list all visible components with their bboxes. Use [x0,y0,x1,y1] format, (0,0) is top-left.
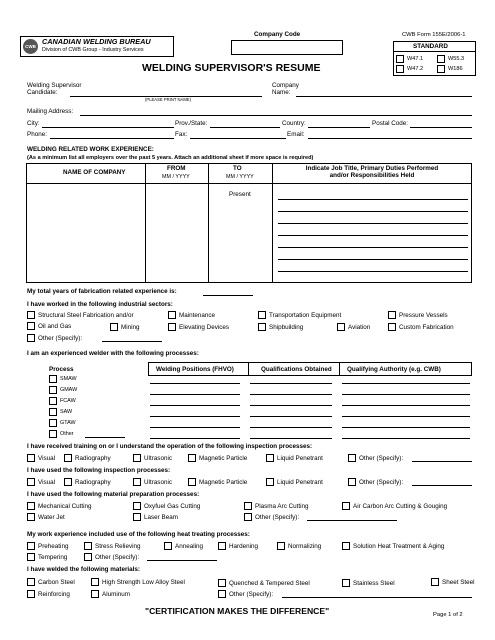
process-table [148,362,472,376]
sector-other-field[interactable] [102,341,162,342]
present-text: Present [229,191,251,198]
org-subtitle: Division of CWB Group - Industry Services [42,47,144,53]
mailing-label: Mailing Address: [27,108,74,115]
postal-label: Postal Code: [372,120,409,127]
process-fcaw[interactable]: FCAW [49,397,76,405]
sector-structural[interactable]: Structural Steel Fabrication and/or [27,311,134,319]
checkbox-icon[interactable] [258,323,266,331]
checkbox-icon[interactable] [49,397,57,405]
country-field[interactable] [308,127,370,128]
checkbox-icon[interactable] [110,323,118,331]
sector-pressure-vessels[interactable]: Pressure Vessels [388,311,448,319]
standard-w47-2[interactable]: W47.2 [396,65,423,73]
process-saw[interactable]: SAW [49,408,72,416]
train-radiography[interactable]: Radiography [64,454,111,462]
checkbox-icon[interactable] [218,542,226,550]
material-aluminum[interactable]: Aluminum [91,590,130,598]
checkbox-icon[interactable] [437,55,445,63]
checkbox-icon[interactable] [348,454,356,462]
footer-slogan: "CERTIFICATION MAKES THE DIFFERENCE" [145,606,330,616]
heat-stress[interactable]: Stress Relieving [84,542,141,550]
sector-maintenance[interactable]: Maintenance [168,311,215,319]
inspection-training-heading: I have received training on or I understand the operation of the following inspection processes: [27,443,313,450]
checkbox-icon[interactable] [342,542,350,550]
experience-subheading: (As a minimum list all employers over the past 5 years. Attach an additional sheet if more space is required) [27,155,314,161]
years-label: My total years of fabrication related experience is: [27,288,177,295]
checkbox-icon[interactable] [431,578,439,586]
material-carbon[interactable]: Carbon Steel [27,578,75,586]
fax-label: Fax: [175,131,188,138]
checkbox-icon[interactable] [133,454,141,462]
checkbox-icon[interactable] [27,590,35,598]
print-name-hint: (PLEASE PRINT NAME) [145,97,191,102]
sector-elevating[interactable]: Elevating Devices [168,323,229,331]
heat-tempering[interactable]: Tempering [27,553,67,561]
checkbox-icon[interactable] [133,513,141,521]
sector-mining[interactable]: Mining [110,323,140,331]
company-label: Company Name: [272,82,299,97]
phone-field[interactable] [50,138,174,139]
form-number: CWB Form 155E/2006-1 [402,32,466,38]
years-field[interactable] [203,295,253,296]
checkbox-icon[interactable] [342,502,350,510]
heat-annealing[interactable]: Annealing [164,542,203,550]
sector-other[interactable]: Other (Specify): [27,334,82,342]
train-other-field[interactable] [412,461,472,462]
process-other[interactable]: Other [49,430,73,438]
standard-w55-3[interactable]: W55.3 [437,55,464,63]
used-other[interactable]: Other (Specify): [348,478,403,486]
checkbox-icon[interactable] [27,454,35,462]
checkbox-icon[interactable] [91,578,99,586]
material-quenched[interactable]: Quenched & Tempered Steel [218,579,310,587]
checkbox-icon[interactable] [348,478,356,486]
used-magnetic[interactable]: Magnetic Particle [188,478,247,486]
checkbox-icon[interactable] [337,323,345,331]
checkbox-icon[interactable] [437,65,445,73]
train-penetrant[interactable]: Liquid Penetrant [266,454,323,462]
checkbox-icon[interactable] [244,513,252,521]
checkbox-icon[interactable] [388,311,396,319]
process-gmaw[interactable]: GMAW [49,386,77,394]
checkbox-icon[interactable] [27,502,35,510]
checkbox-icon[interactable] [49,386,57,394]
material-other[interactable]: Other (Specify): [218,590,273,598]
heat-other[interactable]: Other (Specify): [84,553,139,561]
checkbox-icon[interactable] [49,419,57,427]
col-positions: Welding Positions (FHVO) [156,366,234,373]
col-quals: Qualifications Obtained [261,366,332,373]
company-code-box[interactable] [231,40,343,55]
heat-normalizing[interactable]: Normalizing [277,542,321,550]
heat-heading: My work experience included use of the following heat treating processes: [27,531,250,538]
sector-oil-gas[interactable]: Oil and Gas [27,322,71,330]
mailing-address-field[interactable] [80,115,472,116]
process-other-field[interactable] [85,437,125,438]
col-authority: Qualifying Authority (e.g. CWB) [347,366,441,373]
prep-heading: I have used the following material preparation processes: [27,491,200,498]
checkbox-icon[interactable] [64,454,72,462]
checkbox-icon[interactable] [49,408,57,416]
standard-label: STANDARD [413,43,448,50]
material-reinforcing[interactable]: Reinforcing [27,590,70,598]
checkbox-icon[interactable] [27,478,35,486]
email-field[interactable] [308,138,472,139]
prov-field[interactable] [210,127,280,128]
cwb-logo-icon: CWB [23,39,38,54]
standard-w186[interactable]: W186 [437,65,463,73]
heat-preheating[interactable]: Preheating [27,542,68,550]
used-visual[interactable]: Visual [27,478,55,486]
city-label: City: [27,120,40,127]
checkbox-icon[interactable] [218,590,226,598]
sector-transportation[interactable]: Transportation Equipment [258,311,341,319]
checkbox-icon[interactable] [277,542,285,550]
company-name-field[interactable] [296,96,472,97]
supervisor-label: Welding Supervisor Candidate: [27,82,82,97]
prep-water-jet[interactable]: Water Jet [27,513,65,521]
checkbox-icon[interactable] [168,323,176,331]
prep-other[interactable]: Other (Specify): [244,513,299,521]
material-stainless[interactable]: Stainless Steel [342,579,395,587]
prep-air-carbon[interactable]: Air Carbon Arc Cutting & Gouging [342,502,447,510]
col-duties: Indicate Job Title, Primary Duties Performed and/or Responsibilities Held [305,165,439,180]
sectors-heading: I have worked in the following industrial sectors: [27,301,173,308]
checkbox-icon[interactable] [168,311,176,319]
process-smaw[interactable]: SMAW [49,375,77,383]
used-penetrant[interactable]: Liquid Penetrant [266,478,323,486]
fax-field[interactable] [190,138,286,139]
heat-solution[interactable]: Solution Heat Treatment & Aging [342,542,444,550]
col-process: Process [49,366,74,373]
prep-laser[interactable]: Laser Beam [133,513,178,521]
email-label: Email: [287,131,305,138]
used-other-field[interactable] [412,485,472,486]
col-from-format: MM / YYYY [162,174,190,180]
sector-shipbuilding[interactable]: Shipbuilding [258,323,303,331]
checkbox-icon[interactable] [258,311,266,319]
checkbox-icon[interactable] [27,334,35,342]
company-code-label: Company Code [254,31,301,38]
sector-custom[interactable]: Custom Fabrication [388,323,454,331]
material-sheet[interactable]: Sheet Steel [431,578,475,586]
postal-field[interactable] [410,127,472,128]
prep-mechanical[interactable]: Mechanical Cutting [27,502,92,510]
experience-heading: WELDING RELATED WORK EXPERIENCE: [27,146,154,153]
checkbox-icon[interactable] [27,553,35,561]
checkbox-icon[interactable] [164,542,172,550]
checkbox-icon[interactable] [396,55,404,63]
col-company: NAME OF COMPANY [63,169,126,176]
prov-label: Prov./State: [175,120,208,127]
inspection-used-heading: I have used the following inspection processes: [27,467,171,474]
checkbox-icon[interactable] [388,323,396,331]
col-from: FROM [167,165,186,172]
page-number: Page 1 of 2 [433,612,463,618]
checkbox-icon[interactable] [266,478,274,486]
train-other[interactable]: Other (Specify): [348,454,403,462]
org-name: CANADIAN WELDING BUREAU [42,37,151,46]
page-title: WELDING SUPERVISOR'S RESUME [142,62,321,74]
checkbox-icon[interactable] [218,579,226,587]
prep-other-field[interactable] [307,520,397,521]
country-label: Country: [282,120,306,127]
process-gtaw[interactable]: GTAW [49,419,76,427]
checkbox-icon[interactable] [396,65,404,73]
sector-aviation[interactable]: Aviation [337,323,370,331]
used-ultrasonic[interactable]: Ultrasonic [133,478,172,486]
materials-heading: I have welded the following materials: [27,566,141,573]
checkbox-icon[interactable] [342,579,350,587]
checkbox-icon[interactable] [133,478,141,486]
train-magnetic[interactable]: Magnetic Particle [188,454,247,462]
checkbox-icon[interactable] [244,502,252,510]
city-field[interactable] [42,127,174,128]
train-visual[interactable]: Visual [27,454,55,462]
col-to-format: MM / YYYY [226,174,254,180]
processes-heading: I am an experienced welder with the following processes: [27,350,199,357]
checkbox-icon[interactable] [84,542,92,550]
checkbox-icon[interactable] [133,502,141,510]
prep-oxyfuel[interactable]: Oxyfuel Gas Cutting [133,502,200,510]
prep-plasma[interactable]: Plasma Arc Cutting [244,502,309,510]
checkbox-icon[interactable] [27,578,35,586]
phone-label: Phone: [27,131,47,138]
checkbox-icon[interactable] [27,542,35,550]
checkbox-icon[interactable] [188,478,196,486]
checkbox-icon[interactable] [27,322,35,330]
checkbox-icon[interactable] [188,454,196,462]
col-to: TO [233,165,242,172]
used-radiography[interactable]: Radiography [64,478,111,486]
checkbox-icon[interactable] [91,590,99,598]
checkbox-icon[interactable] [64,478,72,486]
checkbox-icon[interactable] [49,430,57,438]
train-ultrasonic[interactable]: Ultrasonic [133,454,172,462]
checkbox-icon[interactable] [266,454,274,462]
material-other-field[interactable] [282,597,472,598]
material-hsla[interactable]: High Strength Low Alloy Steel [91,578,185,586]
heat-other-field[interactable] [147,560,217,561]
checkbox-icon[interactable] [27,513,35,521]
checkbox-icon[interactable] [84,553,92,561]
standard-w47-1[interactable]: W47.1 [396,55,423,63]
checkbox-icon[interactable] [27,311,35,319]
heat-hardening[interactable]: Hardening [218,542,258,550]
checkbox-icon[interactable] [49,375,57,383]
